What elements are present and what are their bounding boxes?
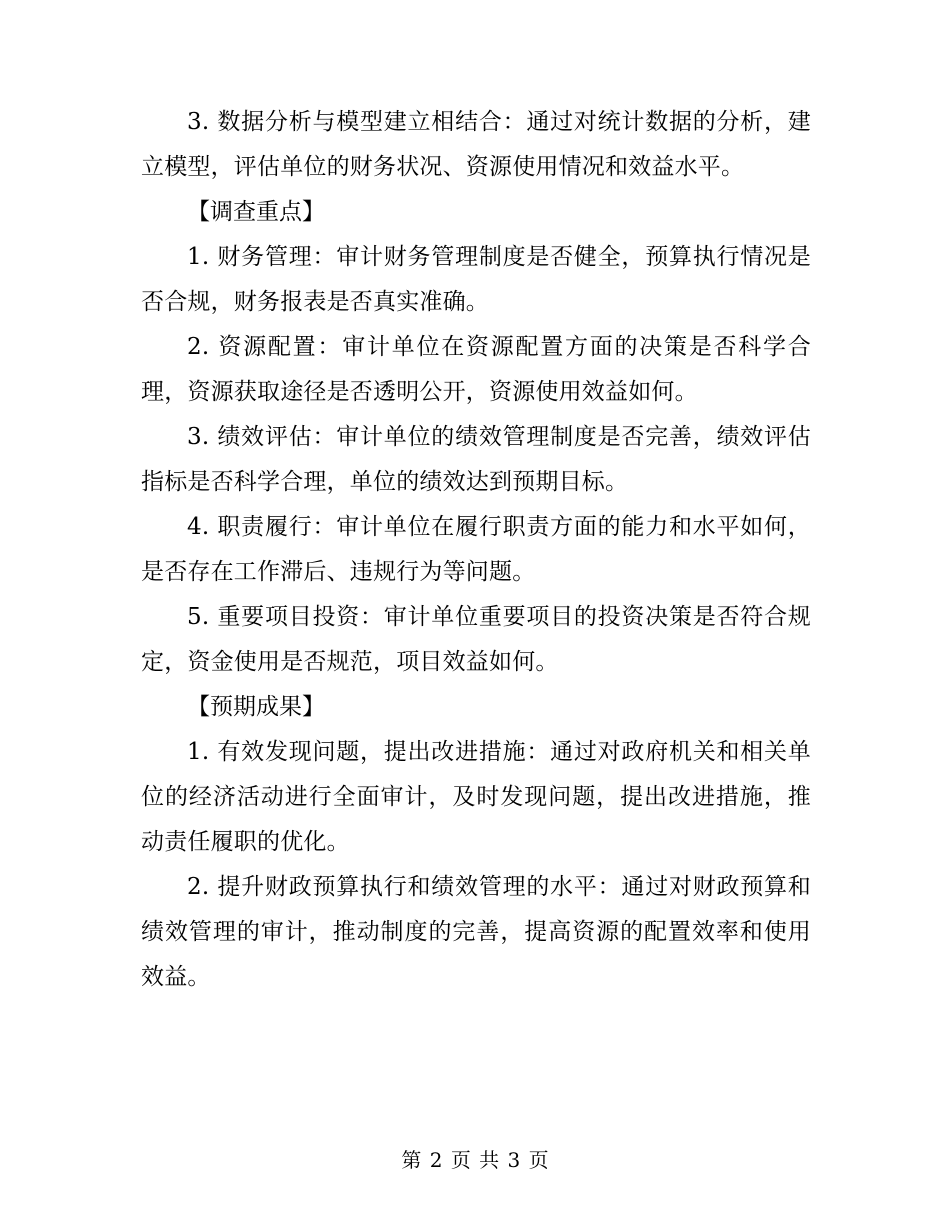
paragraph-item-improve-budget: 2. 提升财政预算执行和绩效管理的水平：通过对财政预算和绩效管理的审计，推动制度的完善，提高资源的配置效率和使用效益。: [141, 874, 811, 990]
paragraph-item-analysis-model: 3. 数据分析与模型建立相结合：通过对统计数据的分析，建立模型，评估单位的财务状况、资源使用情况和效益水平。: [141, 109, 811, 180]
current-page-number: 2: [429, 1148, 443, 1172]
total-pages-number: 3: [507, 1148, 521, 1172]
paragraph-item-performance-evaluation: 3. 绩效评估：审计单位的绩效管理制度是否完善，绩效评估指标是否科学合理，单位的绩效达到预期目标。: [141, 424, 811, 495]
paragraph-item-find-problems: 1. 有效发现问题，提出改进措施：通过对政府机关和相关单位的经济活动进行全面审计，及时发现问题，提出改进措施，推动责任履职的优化。: [141, 739, 811, 855]
page-mid-text: 页 共: [450, 1148, 500, 1172]
paragraph-item-duty-performance: 4. 职责履行：审计单位在履行职责方面的能力和水平如何，是否存在工作滞后、违规行为等问题。: [141, 514, 811, 585]
section-heading-survey-focus: 【调查重点】: [187, 199, 325, 225]
paragraph-item-financial-management: 1. 财务管理：审计财务管理制度是否健全，预算执行情况是否合规，财务报表是否真实准确。: [141, 244, 811, 315]
section-heading-expected-results: 【预期成果】: [187, 694, 325, 720]
page-suffix: 页: [528, 1148, 549, 1172]
document-body: [141, 100, 811, 1000]
paragraph-item-resource-allocation: 2. 资源配置：审计单位在资源配置方面的决策是否科学合理，资源获取途径是否透明公开，资源使用效益如何。: [141, 334, 811, 405]
page-footer: [0, 1146, 950, 1174]
page-prefix: 第: [401, 1148, 422, 1172]
paragraph-item-project-investment: 5. 重要项目投资：审计单位重要项目的投资决策是否符合规定，资金使用是否规范，项目效益如何。: [141, 604, 811, 675]
